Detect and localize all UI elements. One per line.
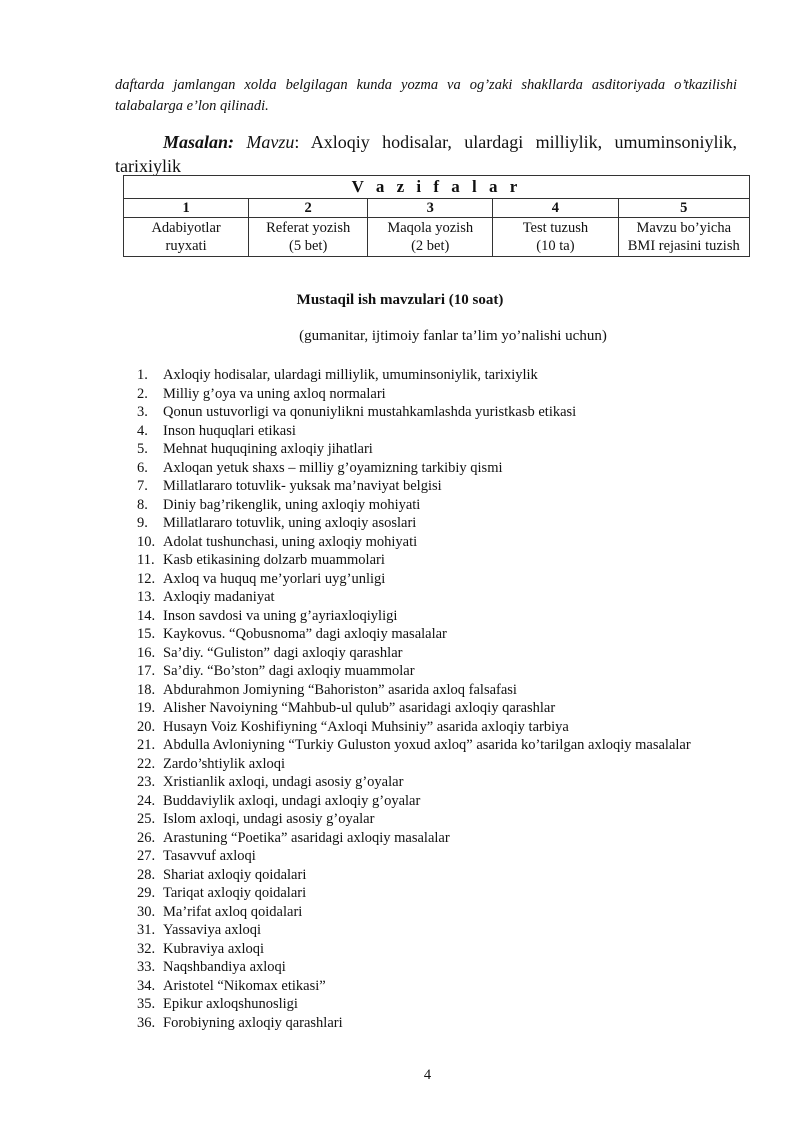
list-item-number: 5. (137, 441, 148, 457)
list-item-text: Abdulla Avloniyning “Turkiy Guluston yoxud axloq” asarida ko’tarilgan axloqiy masalalar (163, 737, 691, 753)
topics-list (137, 366, 737, 1032)
list-item (137, 699, 737, 718)
list-item-text: Axloqiy hodisalar, ulardagi milliylik, umuminsoniylik, tarixiylik (163, 367, 538, 383)
list-item-number: 12. (137, 570, 156, 587)
list-item-number: 29. (137, 885, 156, 901)
section-heading: Mustaqil ish mavzulari (10 soat) (296, 292, 504, 308)
list-item (137, 921, 737, 940)
list-item-text: Buddaviylik axloqi, undagi axloqiy g’oyalar (163, 792, 421, 809)
list-item-text: Xristianlik axloqi, undagi asosiy g’oyalar (163, 774, 404, 790)
list-item (137, 810, 737, 829)
list-item-text: Axloqiy madaniyat (163, 589, 275, 605)
list-item-number: 14. (137, 607, 156, 624)
list-item (137, 755, 737, 774)
list-item-number: 28. (137, 866, 156, 883)
list-item-text: Diniy bag’rikenglik, uning axloqiy mohiyati (163, 496, 421, 513)
list-item (137, 385, 737, 404)
list-item (137, 551, 737, 570)
list-item (137, 403, 737, 422)
list-item-number: 13. (137, 589, 156, 605)
list-item (137, 829, 737, 848)
list-item-number: 34. (137, 977, 156, 994)
list-item-number: 26. (137, 829, 156, 846)
list-item-text: Shariat axloqiy qoidalari (163, 866, 307, 883)
list-item-number: 16. (137, 644, 156, 661)
list-item (137, 625, 737, 644)
list-item-number: 7. (137, 478, 148, 494)
section-subheading: (gumanitar, ijtimoiy fanlar ta’lim yo’nalishi uchun) (299, 328, 607, 344)
list-item-number: 20. (137, 718, 156, 735)
example-topic-text: Axloqiy hodisalar, ulardagi milliylik, umuminsoniylik, tarixiylik (115, 132, 738, 176)
list-item-text: Millatlararo totuvlik, uning axloqiy asoslari (163, 515, 417, 531)
list-item-text: Epikur axloqshunosligi (163, 996, 298, 1012)
list-item-number: 6. (137, 459, 148, 476)
list-item (137, 422, 737, 441)
list-item-text: Zardo’shtiylik axloqi (163, 755, 286, 772)
list-item-text: Naqshbandiya axloqi (163, 959, 286, 975)
list-item-text: Tasavvuf axloqi (163, 848, 256, 864)
list-item (137, 440, 737, 459)
tasks-cell: Adabiyotlar ruyxati (124, 218, 249, 257)
tasks-cell: Referat yozish (5 bet) (249, 218, 368, 257)
list-item (137, 607, 737, 626)
list-item-text: Sa’diy. “Guliston” dagi axloqiy qarashlar (163, 644, 403, 661)
list-item-text: Alisher Navoiyning “Mahbub-ul qulub” asaridagi axloqiy qarashlar (163, 700, 556, 716)
list-item-number: 24. (137, 792, 156, 809)
list-item-text: Adolat tushunchasi, uning axloqiy mohiyati (163, 533, 418, 550)
tasks-table-title: V a z i f a l a r (124, 176, 750, 199)
list-item (137, 496, 737, 515)
list-item-text: Inson savdosi va uning g’ayriaxloqiyligi (163, 607, 398, 624)
list-item-text: Husayn Voiz Koshifiyning “Axloqi Muhsiniy” asarida axloqiy tarbiya (163, 718, 569, 735)
tasks-cell: Mavzu bo’yicha BMI rejasini tuzish (618, 218, 750, 257)
tasks-col-number: 2 (249, 199, 368, 218)
list-item-number: 11. (137, 552, 155, 568)
list-item-text: Islom axloqi, undagi asosiy g’oyalar (163, 811, 375, 827)
list-item (137, 681, 737, 700)
list-item (137, 514, 737, 533)
example-label: Masalan (163, 132, 229, 152)
page-number: 4 (423, 1067, 432, 1083)
tasks-table (123, 175, 750, 257)
list-item (137, 588, 737, 607)
tasks-cell: Maqola yozish (2 bet) (368, 218, 493, 257)
intro-paragraph: daftarda jamlangan xolda belgilagan kunda yozma va og’zaki shakllarda asditoriyada o’tkazilishi talabalarga e’lon qilinadi. (115, 77, 737, 114)
list-item-number: 30. (137, 903, 156, 920)
list-item (137, 792, 737, 811)
tasks-col-number: 4 (493, 199, 618, 218)
list-item (137, 1014, 737, 1033)
list-item (137, 847, 737, 866)
list-item (137, 477, 737, 496)
list-item (137, 570, 737, 589)
list-item-text: Arastuning “Poetika” asaridagi axloqiy masalalar (163, 829, 450, 846)
list-item-number: 32. (137, 940, 156, 957)
list-item-number: 23. (137, 774, 156, 790)
list-item-text: Mehnat huquqining axloqiy jihatlari (163, 441, 373, 457)
list-item (137, 995, 737, 1014)
list-item (137, 958, 737, 977)
list-item-number: 27. (137, 848, 156, 864)
list-item (137, 866, 737, 885)
list-item-text: Tariqat axloqiy qoidalari (163, 885, 307, 901)
list-item-number: 25. (137, 811, 156, 827)
list-item (137, 533, 737, 552)
list-item-number: 18. (137, 681, 156, 698)
list-item (137, 718, 737, 737)
list-item-text: Yassaviya axloqi (163, 922, 262, 938)
list-item-number: 9. (137, 515, 148, 531)
list-item-number: 4. (137, 422, 148, 439)
topic-label: Mavzu (246, 132, 295, 152)
list-item (137, 884, 737, 903)
list-item-number: 8. (137, 496, 148, 513)
list-item-number: 22. (137, 755, 156, 772)
list-item-number: 10. (137, 533, 156, 550)
list-item-text: Qonun ustuvorligi va qonuniylikni mustahkamlashda yuristkasb etikasi (163, 404, 577, 420)
list-item (137, 459, 737, 478)
list-item (137, 662, 737, 681)
list-item-text: Axloq va huquq me’yorlari uyg’unligi (163, 570, 386, 587)
list-item-number: 19. (137, 700, 156, 716)
list-item-text: Sa’diy. “Bo’ston” dagi axloqiy muammolar (163, 663, 415, 679)
list-item-number: 17. (137, 663, 156, 679)
list-item-text: Milliy g’oya va uning axloq normalari (163, 385, 386, 402)
list-item (137, 903, 737, 922)
list-item-text: Kubraviya axloqi (163, 940, 265, 957)
tasks-col-number: 1 (124, 199, 249, 218)
list-item-number: 15. (137, 626, 156, 642)
list-item (137, 736, 737, 755)
list-item-text: Inson huquqlari etikasi (163, 422, 296, 439)
tasks-cell: Test tuzush (10 ta) (493, 218, 618, 257)
list-item-number: 21. (137, 737, 156, 753)
list-item-text: Aristotel “Nikomax etikasi” (163, 977, 326, 994)
list-item-text: Kaykovus. “Qobusnoma” dagi axloqiy masalalar (163, 626, 447, 642)
list-item (137, 644, 737, 663)
list-item-number: 33. (137, 959, 156, 975)
list-item (137, 940, 737, 959)
list-item (137, 977, 737, 996)
list-item-number: 36. (137, 1014, 156, 1031)
list-item-text: Axloqan yetuk shaxs – milliy g’oyamizning tarkibiy qismi (163, 459, 503, 476)
list-item-text: Ma’rifat axloq qoidalari (163, 903, 303, 920)
list-item-text: Kasb etikasining dolzarb muammolari (163, 552, 385, 568)
list-item-text: Millatlararo totuvlik- yuksak ma’naviyat belgisi (163, 478, 442, 494)
list-item-text: Abdurahmon Jomiyning “Bahoriston” asarida axloq falsafasi (163, 681, 517, 698)
list-item-number: 35. (137, 996, 156, 1012)
list-item-number: 3. (137, 404, 148, 420)
tasks-col-number: 5 (618, 199, 750, 218)
tasks-col-number: 3 (368, 199, 493, 218)
list-item (137, 366, 737, 385)
list-item-number: 2. (137, 385, 148, 402)
example-paragraph: Masalan: Mavzu: Axloqiy hodisalar, ulardagi milliylik, umuminsoniylik, tarixiylik (115, 132, 738, 176)
list-item (137, 773, 737, 792)
list-item-number: 31. (137, 922, 156, 938)
list-item-text: Forobiyning axloqiy qarashlari (163, 1014, 343, 1031)
list-item-number: 1. (137, 367, 148, 383)
